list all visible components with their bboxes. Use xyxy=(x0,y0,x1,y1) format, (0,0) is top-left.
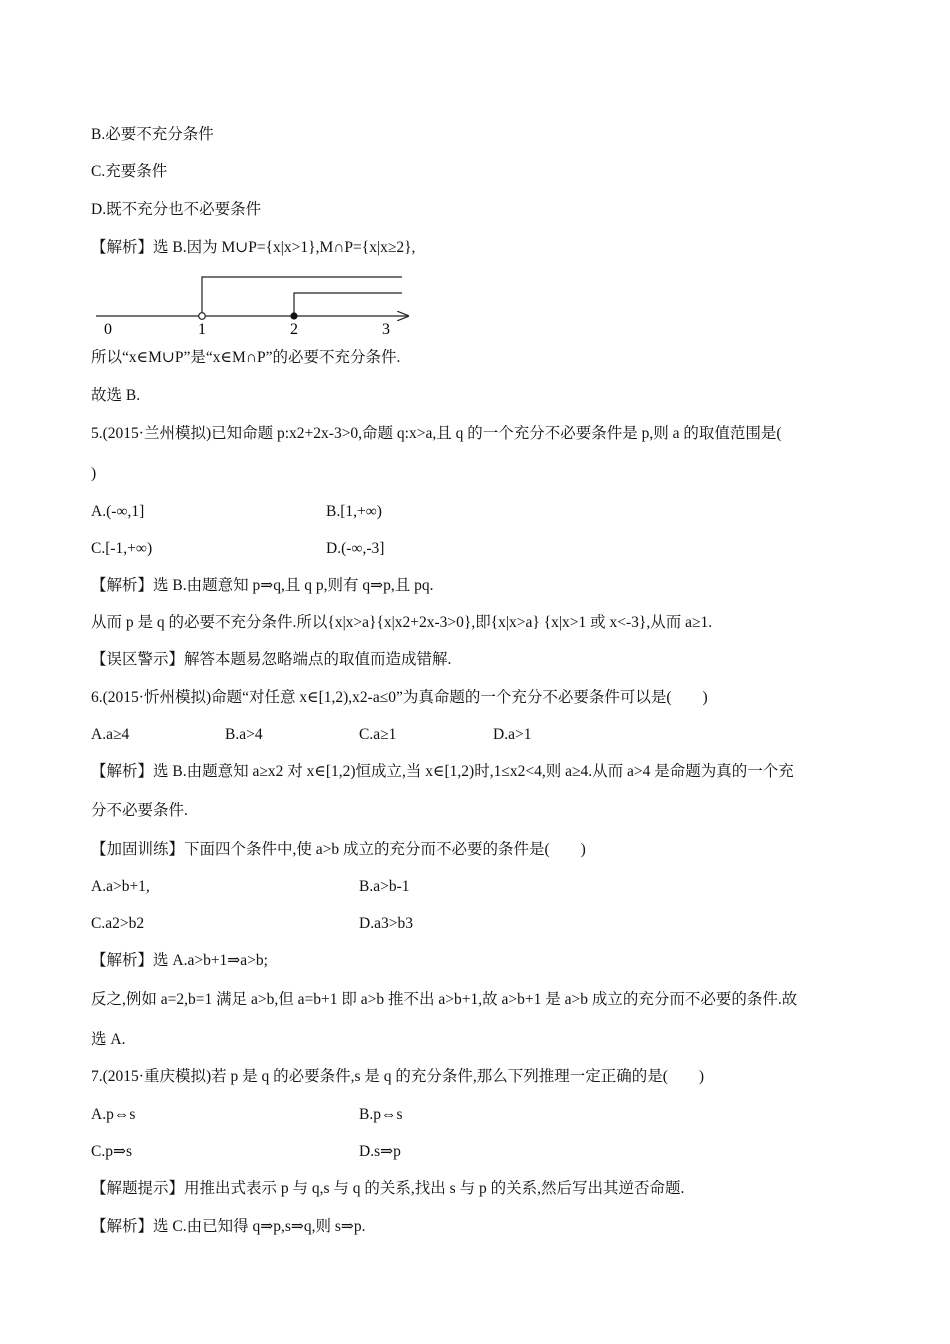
extra-option-d: D.a3>b3 xyxy=(359,915,413,932)
tick-label-3: 3 xyxy=(382,321,390,338)
q7-option-b: B.p⇔s xyxy=(359,1106,403,1123)
q4-conclusion: 所以“x∈M∪P”是“x∈M∩P”的必要不充分条件. xyxy=(91,349,401,366)
extra-analysis-2: 反之,例如 a=2,b=1 满足 a>b,但 a=b+1 即 a>b 推不出 a>b+1,故 a>b+1 是 a>b 成立的充分而不必要的条件.故 xyxy=(91,991,798,1008)
q6-option-b: B.a>4 xyxy=(225,726,263,743)
q7-option-d: D.s⇒p xyxy=(359,1143,401,1160)
option-d-prev: D.既不充分也不必要条件 xyxy=(91,201,262,218)
q5-analysis-1: 【解析】选 B.由题意知 p⇒q,且 q p,则有 q⇒p,且 pq. xyxy=(91,577,434,594)
q7-hint: 【解题提示】用推出式表示 p 与 q,s 与 q 的关系,找出 s 与 p 的关系,然后写出其逆否命题. xyxy=(91,1180,685,1197)
q5-option-b: B.[1,+∞) xyxy=(326,503,382,520)
q5-analysis-2: 从而 p 是 q 的必要不充分条件.所以{x|x>a}{x|x2+2x-3>0},即{x|x>a} {x|x>1 或 x<-3},从而 a≥1. xyxy=(91,614,713,631)
closed-point-2 xyxy=(290,312,297,319)
open-point-1 xyxy=(199,313,206,320)
q5-option-d: D.(-∞,-3] xyxy=(326,540,385,557)
q6-analysis-1: 【解析】选 B.由题意知 a≥x2 对 x∈[1,2)恒成立,当 x∈[1,2)时,1≤x2<4,则 a≥4.从而 a>4 是命题为真的一个充 xyxy=(91,763,794,780)
tick-label-2: 2 xyxy=(290,321,298,338)
q7-option-c: C.p⇒s xyxy=(91,1143,132,1160)
tick-label-1: 1 xyxy=(198,321,206,338)
q4-analysis: 【解析】选 B.因为 M∪P={x|x>1},M∩P={x|x≥2}, xyxy=(91,239,416,256)
extra-option-b: B.a>b-1 xyxy=(359,878,410,895)
set-union-bracket xyxy=(202,277,402,316)
q6-option-a: A.a≥4 xyxy=(91,726,130,743)
extra-option-c: C.a2>b2 xyxy=(91,915,145,932)
number-line-figure xyxy=(90,268,420,344)
extra-analysis-3: 选 A. xyxy=(91,1031,126,1048)
extra-stem: 【加固训练】下面四个条件中,使 a>b 成立的充分而不必要的条件是( ) xyxy=(91,841,586,858)
q4-final: 故选 B. xyxy=(91,387,141,404)
set-intersection-bracket xyxy=(294,293,402,316)
q5-warning: 【误区警示】解答本题易忽略端点的取值而造成错解. xyxy=(91,651,452,668)
q5-stem: 5.(2015·兰州模拟)已知命题 p:x2+2x-3>0,命题 q:x>a,且 q 的一个充分不必要条件是 p,则 a 的取值范围是( xyxy=(91,425,782,442)
option-b-prev: B.必要不充分条件 xyxy=(91,126,214,143)
extra-option-a: A.a>b+1, xyxy=(91,878,150,895)
q6-analysis-2: 分不必要条件. xyxy=(91,802,188,819)
tick-label-0: 0 xyxy=(104,321,112,338)
q7-stem: 7.(2015·重庆模拟)若 p 是 q 的必要条件,s 是 q 的充分条件,那么下列推理一定正确的是( ) xyxy=(91,1068,705,1085)
q6-option-c: C.a≥1 xyxy=(359,726,397,743)
q6-option-d: D.a>1 xyxy=(493,726,532,743)
q7-analysis: 【解析】选 C.由已知得 q⇒p,s⇒q,则 s⇒p. xyxy=(91,1218,366,1235)
option-c-prev: C.充要条件 xyxy=(91,163,168,180)
q5-option-a: A.(-∞,1] xyxy=(91,503,145,520)
q5-stem-cont: ) xyxy=(91,465,97,482)
extra-analysis-1: 【解析】选 A.a>b+1⇒a>b; xyxy=(91,952,268,969)
q5-option-c: C.[-1,+∞) xyxy=(91,540,153,557)
q6-stem: 6.(2015·忻州模拟)命题“对任意 x∈[1,2),x2-a≤0”为真命题的一个充分不必要条件可以是( ) xyxy=(91,689,708,706)
q7-option-a: A.p⇔s xyxy=(91,1106,136,1123)
